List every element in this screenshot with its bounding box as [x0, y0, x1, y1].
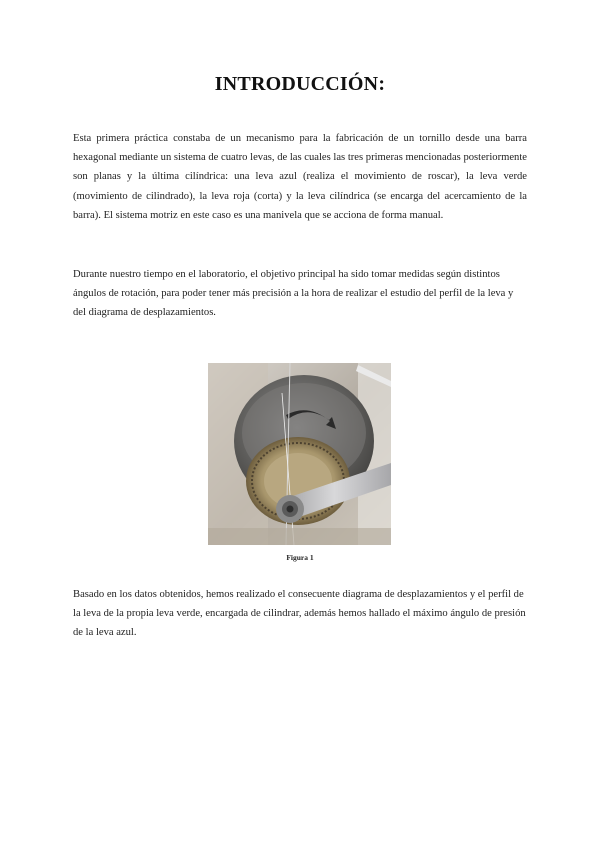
intro-paragraph-2: Durante nuestro tiempo en el laboratorio, el objetivo principal ha sido tomar medidas según distintos ángulos de rotación, para poder tener más precisión a la hora de realizar el estudio del perfil de la leva y del diagrama de desplazamientos. — [73, 269, 514, 319]
cam-mechanism-illustration — [208, 363, 391, 545]
figure-1-photo — [208, 363, 391, 545]
intro-paragraph-3: Basado en los datos obtenidos, hemos realizado el consecuente diagrama de desplazamientos y el perfil de la leva de la propia leva verde, encargada de cilindrar, además hemos hallado el máximo ángulo de presión de la leva azul. — [73, 589, 526, 639]
intro-paragraph-1: Esta primera práctica constaba de un mecanismo para la fabricación de un tornillo desde una barra hexagonal mediante un sistema de cuatro levas, de las cuales las tres primeras mencionadas posteriormente son planas y la última cilíndrica: una leva azul (realiza el movimiento de roscar), la leva verde (movimiento de cilindrado), la leva roja (corta) y la leva cilíndrica (se encarga del acercamiento de la barra). El sistema motriz en este caso es una manivela que se acciona de forma manual. — [73, 133, 527, 221]
page-title: INTRODUCCIÓN: — [214, 73, 386, 95]
figure-caption: Figura 1 — [286, 553, 314, 562]
